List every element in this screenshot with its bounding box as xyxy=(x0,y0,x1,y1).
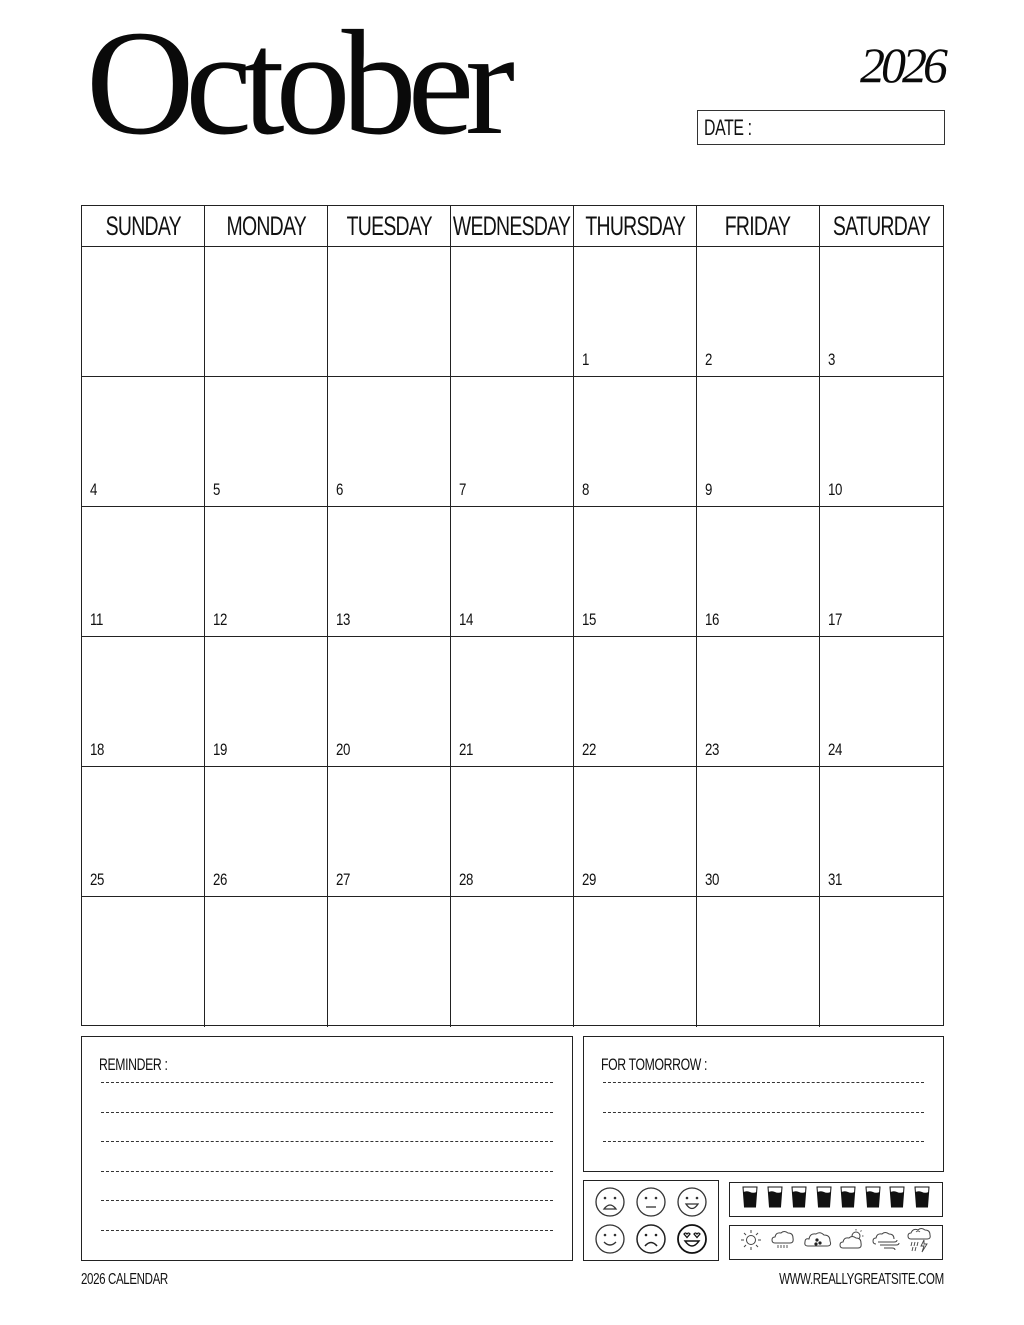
day-cell-17[interactable] xyxy=(820,507,943,637)
water-glass-icon[interactable] xyxy=(767,1186,783,1213)
day-cell-16[interactable] xyxy=(697,507,820,637)
day-cell-26[interactable] xyxy=(205,767,328,897)
weekday-wednesday xyxy=(451,206,574,246)
day-number: 23 xyxy=(705,740,719,759)
day-number: 26 xyxy=(213,870,227,889)
day-number: 21 xyxy=(459,740,473,759)
empty-day-cell[interactable] xyxy=(451,897,574,1027)
empty-day-cell[interactable] xyxy=(820,897,943,1027)
day-number: 29 xyxy=(582,870,596,889)
water-glass-icon[interactable] xyxy=(791,1186,807,1213)
day-number: 30 xyxy=(705,870,719,889)
day-number: 10 xyxy=(828,480,842,499)
weekday-header xyxy=(82,206,943,247)
day-number: 15 xyxy=(582,610,596,629)
writing-line[interactable] xyxy=(101,1200,553,1201)
day-cell-1[interactable] xyxy=(574,247,697,377)
day-cell-23[interactable] xyxy=(697,637,820,767)
weather-tracker xyxy=(729,1225,943,1260)
day-cell-14[interactable] xyxy=(451,507,574,637)
day-number: 24 xyxy=(828,740,842,759)
weekday-label: THURSDAY xyxy=(585,210,685,241)
water-glass-icon[interactable] xyxy=(840,1186,856,1213)
water-glass-icon[interactable] xyxy=(865,1186,881,1213)
frown-open-face-icon[interactable] xyxy=(590,1184,631,1221)
water-tracker xyxy=(729,1182,943,1217)
empty-day-cell[interactable] xyxy=(328,897,451,1027)
thunderstorm-icon[interactable] xyxy=(907,1227,933,1258)
day-cell-5[interactable] xyxy=(205,377,328,507)
empty-day-cell[interactable] xyxy=(451,247,574,377)
empty-day-cell[interactable] xyxy=(82,247,205,377)
day-cell-4[interactable] xyxy=(82,377,205,507)
day-number: 7 xyxy=(459,480,466,499)
day-number: 6 xyxy=(336,480,343,499)
hail-cloud-icon[interactable] xyxy=(803,1228,833,1257)
day-cell-28[interactable] xyxy=(451,767,574,897)
neutral-face-icon[interactable] xyxy=(631,1184,672,1221)
weekday-label: MONDAY xyxy=(226,210,306,241)
for-tomorrow-panel[interactable] xyxy=(583,1036,944,1172)
rain-cloud-icon[interactable] xyxy=(770,1228,796,1257)
empty-day-cell[interactable] xyxy=(205,247,328,377)
day-cell-19[interactable] xyxy=(205,637,328,767)
day-cell-30[interactable] xyxy=(697,767,820,897)
year-title: 2026 xyxy=(860,37,944,93)
day-number: 19 xyxy=(213,740,227,759)
day-number: 3 xyxy=(828,350,835,369)
day-cell-29[interactable] xyxy=(574,767,697,897)
day-cell-25[interactable] xyxy=(82,767,205,897)
footer-calendar-label: 2026 CALENDAR xyxy=(81,1271,168,1288)
day-cell-12[interactable] xyxy=(205,507,328,637)
grin-face-icon[interactable] xyxy=(671,1184,712,1221)
day-cell-13[interactable] xyxy=(328,507,451,637)
day-cell-15[interactable] xyxy=(574,507,697,637)
water-glass-icon[interactable] xyxy=(889,1186,905,1213)
empty-day-cell[interactable] xyxy=(328,247,451,377)
day-cell-22[interactable] xyxy=(574,637,697,767)
date-field[interactable] xyxy=(697,110,945,145)
day-number: 12 xyxy=(213,610,227,629)
day-number: 20 xyxy=(336,740,350,759)
heart-eyes-face-icon[interactable] xyxy=(671,1221,712,1258)
weekday-saturday xyxy=(820,206,943,246)
day-cell-3[interactable] xyxy=(820,247,943,377)
empty-day-cell[interactable] xyxy=(697,897,820,1027)
calendar-body xyxy=(82,247,943,1025)
weekday-friday xyxy=(697,206,820,246)
day-number: 2 xyxy=(705,350,712,369)
footer-website[interactable]: WWW.REALLYGREATSITE.COM xyxy=(779,1271,944,1288)
for-tomorrow-label: FOR TOMORROW : xyxy=(601,1055,708,1074)
reminder-panel[interactable] xyxy=(81,1036,573,1261)
water-glass-icon[interactable] xyxy=(742,1186,758,1213)
weekday-monday xyxy=(205,206,328,246)
writing-line[interactable] xyxy=(101,1230,553,1231)
writing-line[interactable] xyxy=(101,1141,553,1142)
writing-line[interactable] xyxy=(603,1082,924,1083)
empty-day-cell[interactable] xyxy=(574,897,697,1027)
day-number: 16 xyxy=(705,610,719,629)
day-cell-7[interactable] xyxy=(451,377,574,507)
writing-line[interactable] xyxy=(101,1112,553,1113)
weekday-label: FRIDAY xyxy=(725,210,791,241)
calendar-grid xyxy=(81,205,944,1026)
day-cell-27[interactable] xyxy=(328,767,451,897)
mood-tracker xyxy=(583,1180,719,1261)
weekday-tuesday xyxy=(328,206,451,246)
day-cell-20[interactable] xyxy=(328,637,451,767)
empty-day-cell[interactable] xyxy=(205,897,328,1027)
day-number: 4 xyxy=(90,480,97,499)
day-number: 22 xyxy=(582,740,596,759)
day-cell-6[interactable] xyxy=(328,377,451,507)
day-number: 9 xyxy=(705,480,712,499)
day-number: 13 xyxy=(336,610,350,629)
day-number: 25 xyxy=(90,870,104,889)
day-cell-2[interactable] xyxy=(697,247,820,377)
weekday-sunday xyxy=(82,206,205,246)
day-number: 11 xyxy=(90,610,103,629)
reminder-label: REMINDER : xyxy=(99,1055,168,1074)
sad-face-icon[interactable] xyxy=(631,1221,672,1258)
day-cell-8[interactable] xyxy=(574,377,697,507)
day-number: 5 xyxy=(213,480,220,499)
day-cell-21[interactable] xyxy=(451,637,574,767)
weekday-thursday xyxy=(574,206,697,246)
weekday-label: SATURDAY xyxy=(832,210,931,241)
weekday-label: SUNDAY xyxy=(105,210,181,241)
month-title: October xyxy=(86,0,507,166)
smile-face-icon[interactable] xyxy=(590,1221,631,1258)
writing-line[interactable] xyxy=(101,1082,553,1083)
day-cell-31[interactable] xyxy=(820,767,943,897)
day-cell-9[interactable] xyxy=(697,377,820,507)
weekday-label: WEDNESDAY xyxy=(453,210,571,241)
empty-day-cell[interactable] xyxy=(82,897,205,1027)
day-cell-24[interactable] xyxy=(820,637,943,767)
day-cell-18[interactable] xyxy=(82,637,205,767)
weekday-label: TUESDAY xyxy=(346,210,432,241)
water-glass-icon[interactable] xyxy=(816,1186,832,1213)
day-number: 17 xyxy=(828,610,842,629)
windy-cloud-icon[interactable] xyxy=(872,1228,900,1257)
day-number: 1 xyxy=(582,350,589,369)
date-label: DATE : xyxy=(704,114,752,140)
day-cell-10[interactable] xyxy=(820,377,943,507)
day-number: 28 xyxy=(459,870,473,889)
writing-line[interactable] xyxy=(101,1171,553,1172)
day-number: 18 xyxy=(90,740,104,759)
day-number: 27 xyxy=(336,870,350,889)
day-number: 8 xyxy=(582,480,589,499)
partly-cloudy-icon[interactable] xyxy=(839,1228,865,1257)
water-glass-icon[interactable] xyxy=(914,1186,930,1213)
day-number: 31 xyxy=(828,870,842,889)
sun-icon[interactable] xyxy=(739,1228,763,1257)
writing-line[interactable] xyxy=(603,1141,924,1142)
writing-line[interactable] xyxy=(603,1112,924,1113)
day-cell-11[interactable] xyxy=(82,507,205,637)
day-number: 14 xyxy=(459,610,473,629)
